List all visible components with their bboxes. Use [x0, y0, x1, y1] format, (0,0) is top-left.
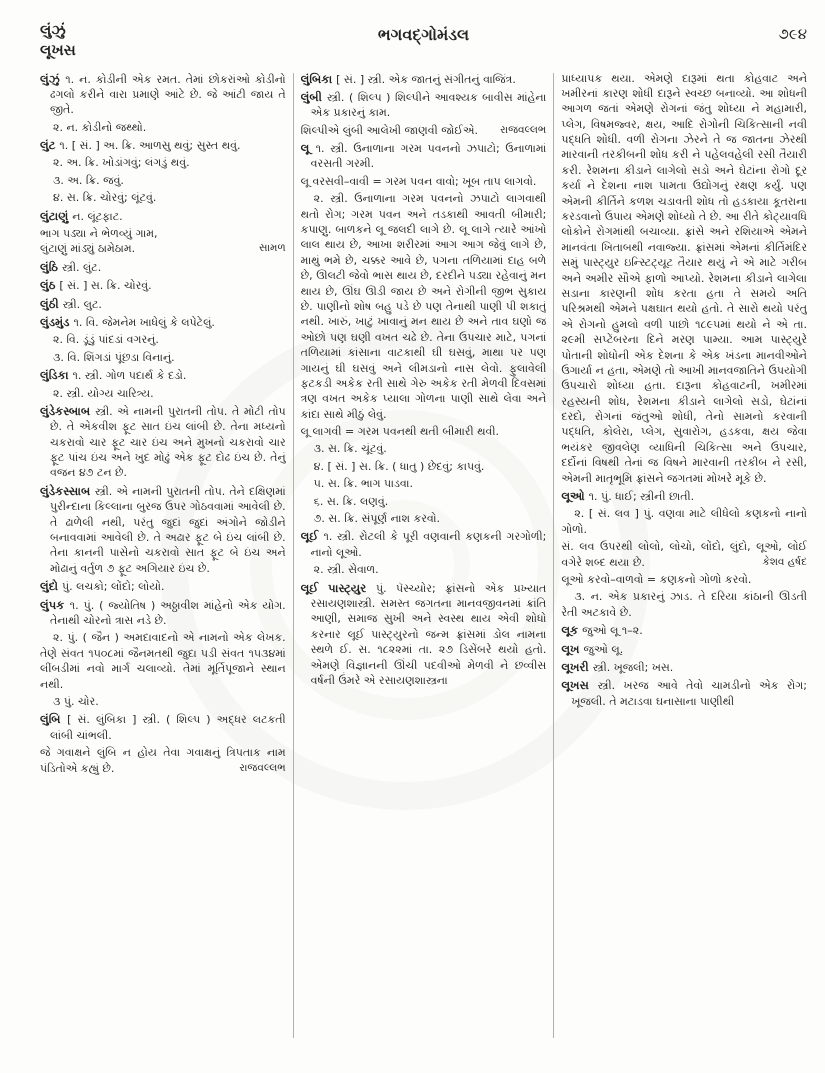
- entry-quote: સં. લવ ઉપરથી લોલો, લોચો, લોંદો, લુંદો, લૂઓ, લોઈ વગેરે શબ્દ થયા છે. કેશવ હર્ષદ: [561, 540, 807, 569]
- dictionary-entry: લુંબિ [ સં. લુંબિકા ] સ્ત્રી. ( શિલ્પ ) અદ્ધર લટકતી લાંબી ચાંભલી.: [40, 712, 286, 742]
- headword: લુંટાણું: [40, 208, 73, 223]
- entry-sense: ૨. સ્ત્રી. ઉનાળાના ગરમ પવનનો ઝપાટો લાગવાથી થતો રોગ; ગરમ પવન અને તડકાથી આવતી બીમારી; કપાણુ. બાળકને લૂ જલદી લાગે છે. લૂ લાગે ત્યારે આંખો લાલ થાય છે, આખા શરીરમાં આગ આગ જેવું લાગે છે, માથું ભમે છે, ચક્કર આવે છે, પગના તળિયામાં દાહ બળે છે, ઊલટી જેવો ભાસ થાય છે, દરદીને પડ્યા રહેવાનું મન થાય છે, ઊંઘ ઊડી જાય છે અને રોગીની જીભ સુકાય છે. પાણીનો શોષ બહુ પડે છે પણ તેનાથી પાણી પી શકાતું નથી. ખારું, ખાટું ખાવાનું મન થાય છે અને તાવ ઘણો જ ઓછો પણ ઘણી વખત ચઢે છે. તેના ઉપચાર માટે, પગનાં તળિયામાં કાંસાના વાટકાથી ઘી ઘસવું, માથા પર પણ ગાયનું ઘી ઘસવું અને લીમડાનો નાસ લેવો. ફુલાવેલી ફટકડી અકેક રતી સાથે ગેરુ અકેક રતી મેળવી દિવસમાં ત્રણ વખત અકેક પ્યાલા ગોળના પાણી સાથે લેવા અને કાંદા સાથે મીઠું લેવું.: [300, 192, 547, 421]
- headword: લુંડમુંડ: [40, 314, 74, 329]
- headword: લૂઈ: [300, 529, 324, 544]
- headword: લૂખસ: [561, 678, 598, 693]
- entry-sense: ૨. વિ. ડૂંડું પાંદડાં વગરનું.: [53, 333, 159, 347]
- headword: લુંટ: [40, 138, 60, 153]
- dictionary-entry: લૂખસ સ્ત્રી. ખરજ આવે તેવો ચામડીનો એક રોગ; ખૂજલી. તે મટાડવા ઘનાસાના પાણીથી: [561, 678, 807, 708]
- guide-word-bottom: લૂખસ: [40, 41, 76, 60]
- dictionary-entry: લુંઠિ સ્ત્રી. લુંટ.: [40, 259, 102, 274]
- citation-source: સામળ: [258, 242, 286, 255]
- dictionary-entry: લુંઠી સ્ત્રી. લુટ.: [40, 296, 102, 311]
- dictionary-entry: લુંટાણું ન. લૂંટફાટ.: [40, 208, 123, 223]
- headword: લુંઝું: [40, 71, 66, 86]
- headword: લુંપક: [40, 597, 70, 612]
- entry-sense: ૩. વિ. શિંગડાં પૂંછડા વિનાનું.: [53, 350, 175, 364]
- entry-sense: ૫. સ. ક્રિ. ભાગ પાડવા.: [313, 477, 413, 491]
- citation-source: રાજવલ્લભ: [500, 123, 547, 136]
- text-columns: [40, 69, 807, 1054]
- entry-quote: લૂઓ કરવો–વાળવો = કણકનો ગોળો કરવો.: [561, 573, 752, 586]
- column-3: [561, 69, 807, 1054]
- dictionary-entry: લૂઈ ૧. સ્ત્રી. રોટલી કે પૂરી વણવાની કણકની ગરગોળી; નાનો લૂઓ.: [300, 529, 547, 559]
- entry-sense: ૨. પું. ( જૈન ) અમદાવાદનો એ નામનો એક લેખક. તેણે સંવત ૧૫૦૮માં જૈનમતથી જુદા પડી સંવત ૧૫૩૪માં લીંબડીમાં નવો માર્ગ ચલાવ્યો. તેમાં મૂર્તિપૂજાને સ્થાન નથી.: [40, 631, 286, 691]
- column-divider-2: [553, 73, 554, 1038]
- guide-word-top: લુંઝું: [40, 21, 66, 39]
- column-divider-1: [293, 73, 294, 1038]
- citation-source: કેશવ હર્ષદ: [762, 555, 807, 568]
- headword: લુંબિકા: [300, 71, 337, 86]
- dictionary-entry: લૂઈ પાસ્ટ્યુર પું. પૅસ્ચ્યોર; ફ્રાંસનો એક પ્રખ્યાત રસાયણશાસ્ત્રી. સમસ્ત જગતના માનવજીવનમાં ક્રાંતિ આણી, સમાજ સુખી અને સ્વસ્થ થાય એવી શોધો કરનાર લૂઈ પાસ્ટ્યુરનો જન્મ ફ્રાંસમાં ડોલ નામના સ્થળે ઈ. સ. ૧૮૨૨માં તા. ૨૭ ડિસેંબરે થયો હતો. એમણે વિજ્ઞાનની ઊંચી પદવીઓ મેળવી ને છવ્વીસ વર્ષની ઉંમરે એ રસાયણશાસ્ત્રના: [300, 580, 547, 687]
- column-1: [40, 69, 286, 1054]
- dictionary-entry: લુંડિકા ૧. સ્ત્રી. ગોળ પદાર્થ કે દડો.: [40, 368, 187, 383]
- dictionary-entry: લુંડેકસ્સાબ સ્ત્રી. એ નામની પુરાતની તોપ. તેને દક્ષિણમાં પુરીન્દાના કિલ્લાના બુરજ ઉપર ગોઠવવામાં આવેલી છે. તે ઢાળેલી નથી, પરંતુ જુદાં જુદાં અંગોને જોડીને બનાવવામાં આવેલી છે. તે અઢાર ફૂટ બે ઇંચ લાંબી છે. તેના કાનની પાસેનો ચકરાવો સાત ફૂટ બે ઇંચ અને મોઢાનું વર્તુળ ૭ ફૂટ અગિયાર ઇંચ છે.: [40, 483, 286, 575]
- entry-sense: ૨. અ. ક્રિ. ખોડાંગવું; લંગડું થવું.: [53, 156, 190, 170]
- headword: લુંબિ: [40, 712, 68, 727]
- headword: લુંડેકસ્બાબ: [40, 403, 96, 418]
- headword: લુંબી: [300, 89, 327, 104]
- entry-sense: ૩. અ. ક્રિ. જવું.: [53, 173, 124, 187]
- entry-sense: ૬. સ. ક્રિ. લણવું.: [313, 494, 389, 508]
- entry-sense: ૨. [ સં. લવ ] પું. વણવા માટે લીધેલો કણકનો નાનો ગોળો.: [561, 507, 807, 536]
- dictionary-entry: લુંબી સ્ત્રી. ( શિલ્પ ) શિલ્પીને આવશ્યક બાવીસ માંહેના એક પ્રકારનું કામ.: [300, 89, 547, 120]
- entry-quote: શિલ્પીએ લુંબી આલેખી જાણવી જોઈએ. રાજવલ્લભ: [300, 123, 547, 137]
- headword: લૂઈ પાસ્ટ્યુર: [300, 580, 377, 595]
- dictionary-entry: લુંદો પું. લચકો; લોંદો; લોયો.: [40, 579, 165, 594]
- entry-sense: ૨. સ્ત્રી. યોગ્ય ચારિત્ર્ય.: [53, 386, 154, 400]
- headword: લુંઠી: [40, 296, 63, 311]
- dictionary-entry: લૂખ જુઓ લૂ.: [561, 641, 624, 656]
- entry-sense: ૩ પું. ચોર.: [53, 694, 99, 708]
- citation-source: રાજવલ્લભ: [239, 761, 286, 774]
- headword: લૂઓ: [561, 489, 589, 504]
- book-title: ભગવદ્ગોમંડલ: [377, 25, 470, 44]
- entry-continuation: પ્રાધ્યાપક થયા. એમણે દારૂમાં થતા કોહવાટ અને ખમીરનાં કારણ શોધી દારૂને સ્વચ્છ બનાવ્યો. આ શોધની આગળ જતાં એમણે રોગનાં જંતુ શોધ્યા ને મહામારી, પ્લેગ, વિષમજ્વર, ક્ષય, આદિ રોગોની ચિકિત્સાની નવી પદ્ધતિ શોધી. વળી રોગના ઝેરને તે જ જાતના ઝેરથી મારવાની તરકીબની શોધ કરી ને પહેલવહેલી રસી તૈયારી કરી. રેશમના કીડાને લાગેલો સડો અને ઘેટાંના રોગો દૂર કર્યા ને દેશના નાશ પામતા ઉદ્યોગનું રક્ષણ કર્યું. પણ એમની કીર્તિને કળશ ચડાવતી શોધ તો હડકાયા કૂતરાના કરડવાનો ઉપાય એમણે શોધ્યો તે છે. આ રીતે કોટ્યાવધિ લોકોને રોગમાંથી બચાવ્યા. ફ્રાંસે અને રશિયાએ એમને માનવંતા ખિતાબથી નવાજ્યા. ફ્રાંસમાં એમનાં કીર્તિમંદિર સમું પાસ્ટ્યુર ઇન્સ્ટિટ્યૂટ તૈયાર થયું ને એ માટે ગરીબ અને અમીર સૌએ ફાળો આપ્યો. રેશમના કીડાને લાગેલા સડાના કારણની શોધ કરતા હતા તે સમયે અતિ પરિશ્રમથી એમને પક્ષઘાત થયો હતો. તે સારો થયો પરંતુ એ રોગનો હુમલો વળી પાછો ૧૮૯૫માં થયો ને એ તા. ૨૯મી સપ્ટેંબરના દિને મરણ પામ્યા. આમ પાસ્ટ્યુરે પોતાની શોધોની એક દેશના કે એક ખંડના માનવીઓને ઉગાર્યા ન હતા, એમણે તો આખી માનવજાતિને ઉપયોગી ઉપચારો શોધ્યા હતા. દારૂના કોહવાટની, ખમીરમાં રહસ્યની શોધ, રેશમના કીડાને લાગેલો સડો, ઘેટાંનાં દરદો, રોગનાં જંતુઓ શોધી, તેનો સામનો કરવાની પદ્ધતિ, કોલેરા, પ્લેગ, સુવારોગ, હડકવા, ક્ષય જેવા ભયંકર જીવલેણ વ્યાધિની ચિકિત્સા અને ઉપચાર, દર્દોનાં વિષથી તેનાં જ વિષને મારવાની તરકીબ ને રસી, એમની માતૃભૂમિ ફ્રાંસને જગતમાં મોખરે મૂકે છે.: [561, 71, 807, 485]
- entry-sense: ૪. સ. ક્રિ. ચોરવું; લૂંટવું.: [53, 191, 157, 205]
- guide-words: [40, 20, 296, 61]
- dictionary-entry: લૂખરી સ્ત્રી. ખૂજલી; ખસ.: [561, 659, 674, 674]
- headword: લુંદો: [40, 579, 63, 594]
- dictionary-entry: લુંડેકસ્બાબ સ્ત્રી. એ નામની પુરાતની તોપ. તે મોટી તોપ છે. તે એકવીશ ફૂટ સાત ઇંચ લાંબી છે. તેના મધ્યનો ચકરાવો ચાર ફૂટ ચાર ઇંચ અને મુખનો ચકરાવો ચાર ફૂટ પાંચ ઇંચ અને ખુદ મોઢું એક ફૂટ દોઢ ઇંચ છે. તેનું વજન ૪૭ ટન છે.: [40, 403, 286, 480]
- headword: લુંઠ: [40, 278, 60, 293]
- headword: લુંડિકા: [40, 368, 73, 383]
- entry-quote: લૂ વરસવી–વાવી = ગરમ પવન વાવો; ખૂબ તાપ લાગવો.: [300, 174, 537, 188]
- dictionary-entry: લુંપક ૧. પું. ( જ્યોતિષ ) અઠ્ઠાવીશ માંહેનો એક યોગ. તેનાથી ચોરનો ત્રાસ નડે છે.: [40, 597, 286, 627]
- entry-quote: ભાગ પડ્યા ને ભેળવ્યું ગામ, લુંટાણું માંડ્યું ઠામેઠામ. સામળ: [40, 227, 286, 256]
- dictionary-entry: લુંબિકા [ સં. ] સ્ત્રી. એક જાતનું સંગીતનું વાજિંત્ર.: [300, 71, 516, 86]
- dictionary-entry: લુંઝું ૧. ન. કોડીની એક રમત. તેમાં છોકરાંઓ કોડીનો ઢગલો કરીને વારા પ્રમાણે આંટે છે. જે આંટી જાય તે જીતે.: [40, 71, 286, 117]
- dictionary-entry: લૂ ૧. સ્ત્રી. ઉનાળાના ગરમ પવનનો ઝપાટો; ઉનાળામાં વરસતી ગરમી.: [300, 141, 547, 171]
- dictionary-entry: લૂક જુઓ લૂ ૧–૨.: [561, 623, 643, 638]
- page-number: ૭૯૪: [778, 25, 808, 43]
- dictionary-entry: લુંડમુંડ ૧. વિ. જેમનેમ ખાધેલું કે લપેટેલું.: [40, 314, 215, 329]
- headword: લુંઠિ: [40, 259, 62, 274]
- dictionary-entry: લૂઓ ૧. પું. ધાઈ; સ્ત્રીની છાતી.: [561, 489, 695, 504]
- headword: લૂખરી: [561, 659, 593, 674]
- dictionary-entry: લુંટ ૧. [ સં. ] અ. ક્રિ. આળસુ થવું; સુસ્ત થવું.: [40, 138, 241, 153]
- entry-sense: ૩. સ. ક્રિ. ચૂંટવું.: [313, 442, 387, 456]
- entry-sense: ૭. સ. ક્રિ. સંપૂર્ણ નાશ કરવો.: [313, 512, 441, 526]
- headword: લૂખ: [561, 641, 584, 656]
- headword: લૂક: [561, 623, 583, 638]
- dictionary-entry: લુંઠ [ સં. ] સ. ક્રિ. ચોરવું.: [40, 278, 152, 293]
- entry-sense: ૨. સ્ત્રી. સેવાળ.: [313, 563, 379, 577]
- headword: લુંડેકસ્સાબ: [40, 483, 95, 498]
- entry-sense: ૩. ન. એક પ્રકારનું ઝાડ. તે દરિયા કાંઠાની ઊડતી રેતી અટકાવે છે.: [561, 590, 807, 619]
- entry-sense: ૨. ન. કોડીનો જથ્થો.: [53, 120, 147, 134]
- entry-sense: ૪. [ સં. ] સ. ક્રિ. ( ધાતુ ) છેદવું; કાપવું.: [313, 459, 485, 473]
- entry-quote: જે ગવાક્ષને લુંબિ ન હોય તેવા ગવાક્ષનું ત્રિપતાક નામ પંડિતોએ કહ્યું છે. રાજવલ્લભ: [40, 746, 286, 775]
- headword: લૂ: [300, 141, 316, 156]
- column-2: [301, 69, 547, 1054]
- page-header: [40, 20, 807, 61]
- entry-quote: લૂ લાગવી = ગરમ પવનથી થતી બીમારી થવી.: [300, 425, 500, 439]
